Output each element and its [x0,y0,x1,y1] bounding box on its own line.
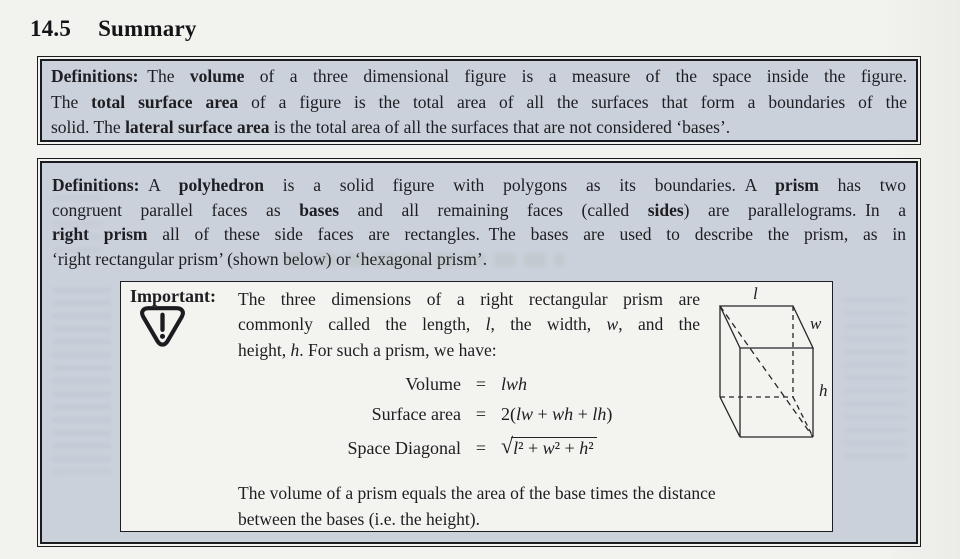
text-line: commonly called the length, l, the width, w, and the [238,314,700,335]
radicand: l² + w² + h² [511,437,597,458]
text-line: height, h. For such a prism, we have: [238,339,497,360]
section-name: Summary [98,16,197,42]
text-line: Definitions: The volume of a three dimensional figure is a measure of the space inside the figure. [51,66,907,86]
width-label: w [810,314,822,333]
formula-value: lwh [501,374,528,394]
formula-label: Volume [405,374,461,394]
closing-paragraph [238,480,738,532]
text-line: between the bases (i.e. the height). [238,509,480,529]
text-line: ‘right rectangular prism’ (shown below) or ‘hexagonal prism’. [52,248,488,269]
important-note-box [120,281,833,532]
text-line: Definitions: A polyhedron is a solid figure with polygons as its boundaries. A prism has two [52,175,906,195]
text-line: The volume of a prism equals the area of the base times the distance [238,483,716,503]
text-line: solid. The lateral surface area is the total area of all the surfaces that are not considered ‘bases’. [51,117,731,138]
formula-label: Surface area [371,404,461,424]
formula-block [191,374,751,464]
equals-sign: = [475,374,487,394]
section-number: 14.5 [30,16,72,42]
section-title [30,16,197,42]
equals-sign: = [475,404,487,424]
formula-space-diagonal [191,434,751,464]
important-paragraph [238,287,700,363]
formula-label: Space Diagonal [347,438,461,458]
prism-diagram [701,282,833,452]
text-line: right prism all of these side faces are rectangles. The bases are used to describe the prism, as in [52,224,906,245]
formula-volume [191,374,751,404]
height-label: h [819,381,828,400]
text-line: congruent parallel faces as bases and all remaining faces (called sides) are parallelograms. In a [52,199,906,220]
length-label: l [753,284,758,303]
warning-icon [139,304,186,349]
text-line: The three dimensions of a right rectangular prism are [238,289,700,309]
text-line: The total surface area of a figure is the total area of all the surfaces that form a boundaries of the [51,91,907,112]
formula-surface-area [191,404,751,434]
radical-sign: √ [501,433,514,458]
equals-sign: = [475,438,487,458]
formula-value: 2(lw + wh + lh) [501,404,613,424]
definitions-box-volume [37,56,921,145]
important-label: Important: [130,286,216,306]
definitions-box-volume-inner [40,59,918,142]
